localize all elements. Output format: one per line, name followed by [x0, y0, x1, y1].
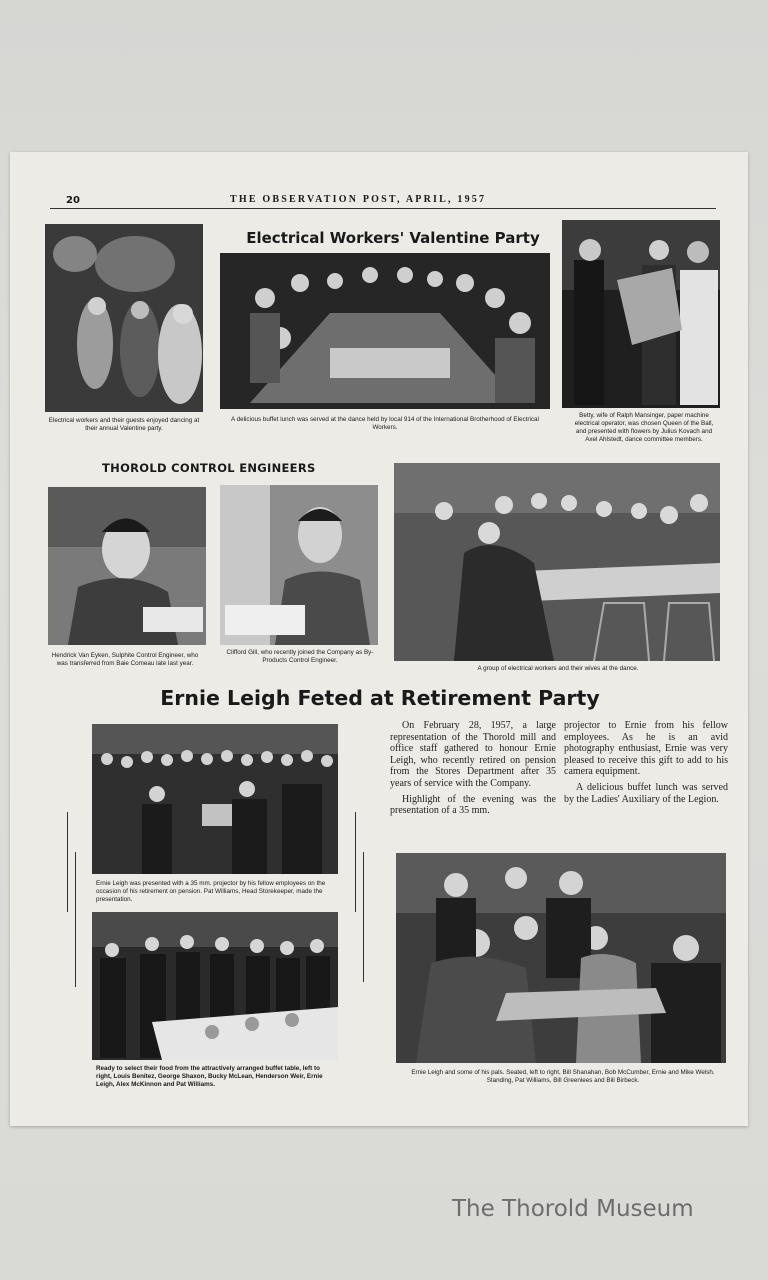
article-paragraph: Highlight of the evening was the presentation of a 35 mm. [390, 793, 556, 817]
article-paragraph: On February 28, 1957, a large representation of the Thorold mill and office staff gathered to honour Ernie Leigh, who recently retired on pension from the Stores Department after 35 years of service with the Company. [390, 720, 556, 789]
photo-gill [220, 485, 378, 645]
photo-presentation [92, 724, 338, 874]
caption-presentation: Ernie Leigh was presented with a 35 mm. projector by his fellow employees on the occasion of his retirement on pension. Pat Williams, Head Storekeeper, made the presentation. [96, 880, 326, 903]
vertical-rule [355, 812, 356, 912]
caption-pals: Ernie Leigh and some of his pals. Seated, left to right, Bill Shanahan, Bob McCumber, Ernie and Mike Welsh. Standing, Pat Williams, Bill Greenlees and Bill Birbeck. [411, 1069, 715, 1084]
photo-group-wives [394, 463, 720, 661]
caption-buffet-table: Ready to select their food from the attractively arranged buffet table, left to right, Louis Benitez, George Shaxon, Bucky McLean, Henderson Weir, Ernie Leigh, Alex McKinnon and Pat Williams. [96, 1065, 323, 1088]
caption-valentine-buffet: A delicious buffet lunch was served at the dance held by local 914 of the International Brotherhood of Electrical Workers. [231, 416, 539, 431]
article-paragraph: A delicious buffet lunch was served by the Ladies' Auxiliary of the Legion. [564, 781, 728, 805]
vertical-rule [67, 812, 68, 912]
caption-queen: Betty, wife of Ralph Mansinger, paper machine electrical operator, was chosen Queen of the Ball, and presented with flowers by Julius Kovach and Axel Ahlstedt, dance committee members. [574, 412, 714, 443]
museum-watermark: The Thorold Museum [452, 1196, 694, 1222]
photo-queen [562, 220, 720, 408]
article-column-2 [564, 720, 728, 809]
header-rule [50, 208, 716, 209]
article-paragraph: projector to Ernie from his fellow employees. As he is an avid photography enthusiast, Ernie was very pleased to receive this gift to add to his camera equipment. [564, 720, 728, 778]
publication-header: THE OBSERVATION POST, APRIL, 1957 [230, 194, 487, 205]
photo-buffet-table [92, 912, 338, 1060]
retirement-headline: Ernie Leigh Feted at Retirement Party [160, 686, 600, 710]
caption-group-wives: A group of electrical workers and their wives at the dance. [477, 665, 639, 672]
newsletter-page [10, 152, 748, 1126]
article-column-1 [390, 720, 556, 821]
vertical-rule [363, 852, 364, 982]
valentine-headline: Electrical Workers' Valentine Party [246, 229, 540, 247]
photo-pals [396, 853, 726, 1063]
photo-dancing [45, 224, 203, 412]
caption-van-eyken: Hendrick Van Eyken, Sulphite Control Engineer, who was transferred from Baie Comeau late last year. [51, 652, 199, 667]
control-headline: THOROLD CONTROL ENGINEERS [102, 461, 316, 475]
page-number: 20 [66, 195, 80, 206]
caption-gill: Clifford Gill, who recently joined the Company as By-Products Control Engineer. [226, 649, 374, 664]
vertical-rule [75, 852, 76, 987]
caption-dancing: Electrical workers and their guests enjoyed dancing at their annual Valentine party. [48, 417, 200, 432]
photo-valentine-buffet [220, 253, 550, 409]
photo-van-eyken [48, 487, 206, 645]
